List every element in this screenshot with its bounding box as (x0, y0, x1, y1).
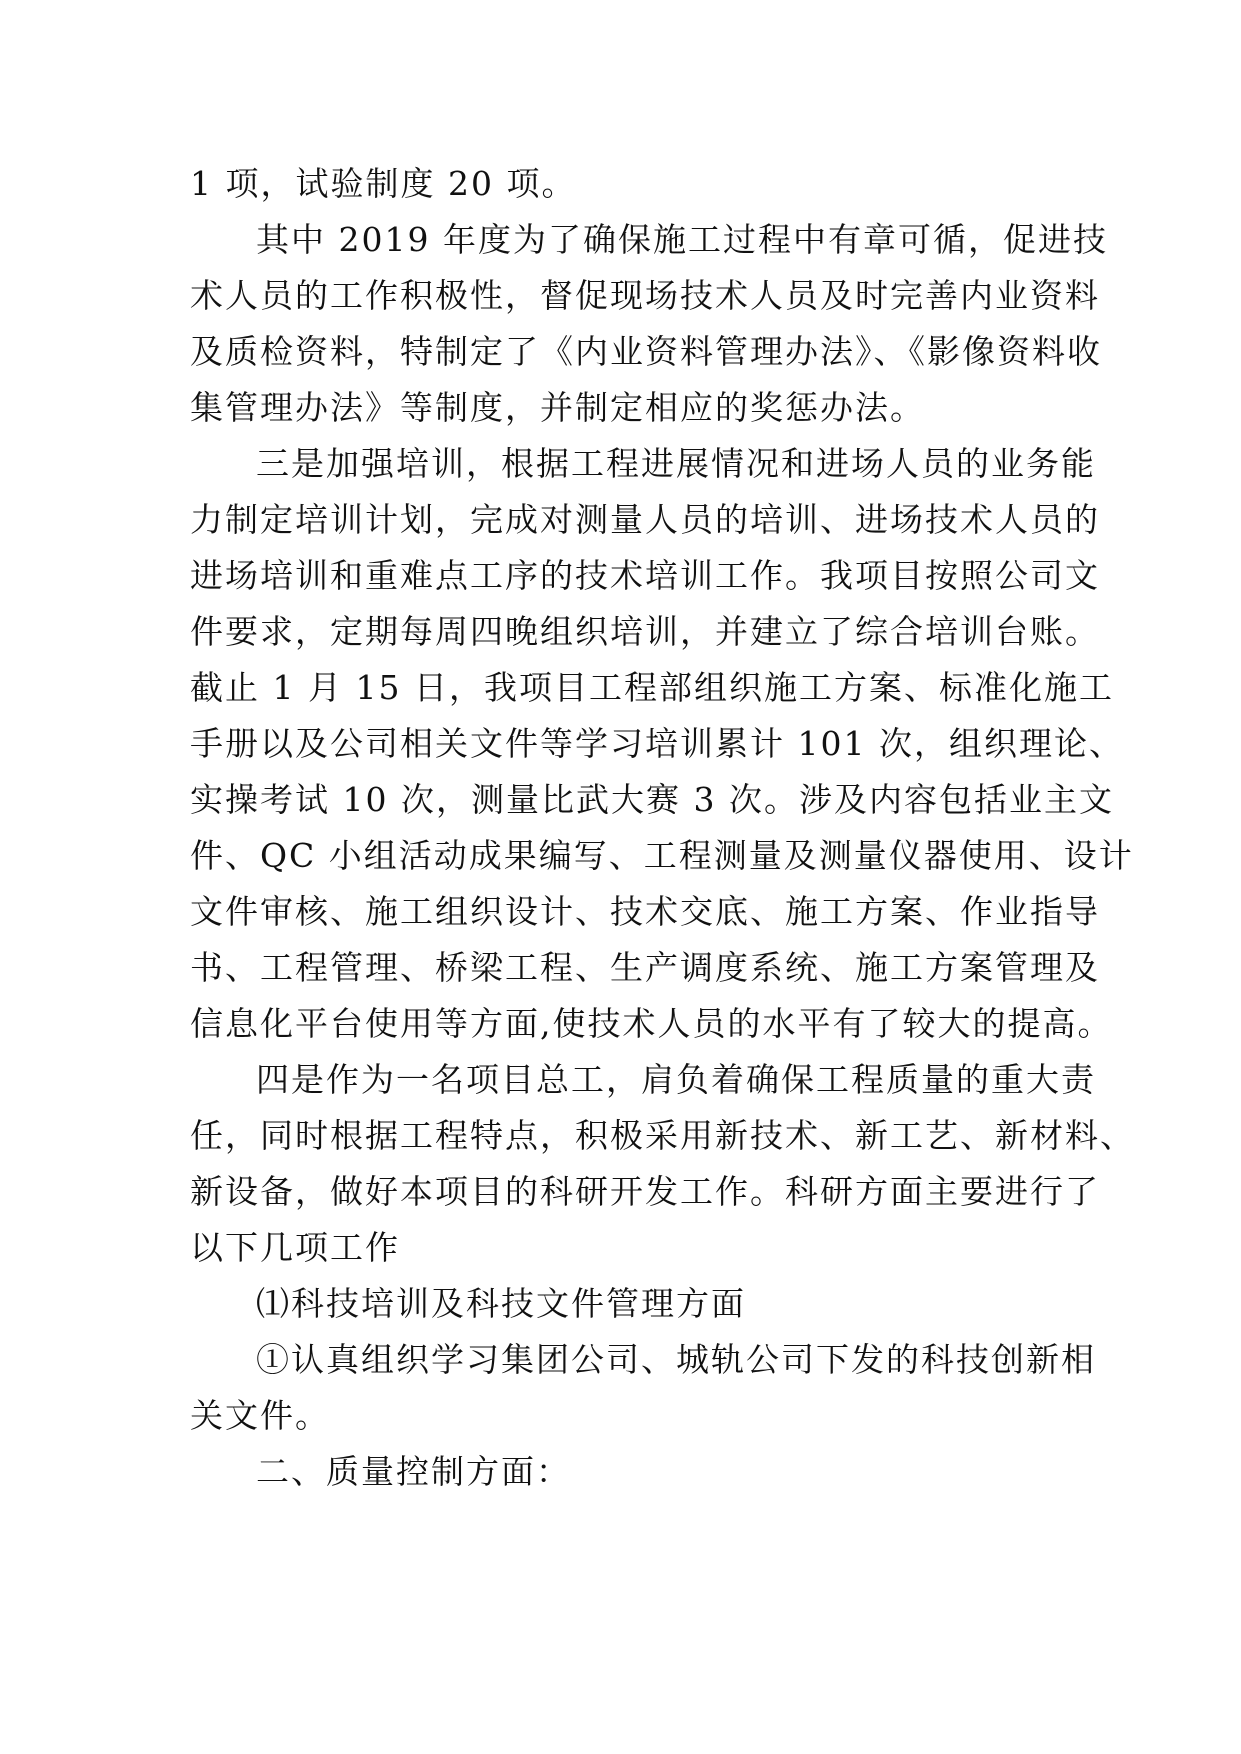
text-line: 信息化平台使用等方面,使技术人员的水平有了较大的提高。 (190, 1004, 1113, 1043)
text-line: 1 项，试验制度 20 项。 (190, 164, 577, 203)
text-line: 书、工程管理、桥梁工程、生产调度系统、施工方案管理及 (190, 948, 1100, 987)
text-line: ①认真组织学习集团公司、城轨公司下发的科技创新相 (256, 1340, 1096, 1379)
text-line: 件、QC 小组活动成果编写、工程测量及测量仪器使用、设计 (190, 836, 1134, 875)
text-line: 以下几项工作 (190, 1228, 400, 1267)
text-line: 件要求，定期每周四晚组织培训，并建立了综合培训台账。 (190, 612, 1100, 651)
text-line: 新设备，做好本项目的科研开发工作。科研方面主要进行了 (190, 1172, 1100, 1211)
text-line: ⑴科技培训及科技文件管理方面 (256, 1284, 746, 1323)
text-line: 关文件。 (190, 1396, 330, 1435)
text-line: 实操考试 10 次，测量比武大赛 3 次。涉及内容包括业主文 (190, 780, 1114, 819)
text-line: 集管理办法》等制度，并制定相应的奖惩办法。 (190, 388, 925, 427)
text-line: 及质检资料，特制定了《内业资料管理办法》、《影像资料收 (190, 332, 1102, 371)
text-line: 任，同时根据工程特点，积极采用新技术、新工艺、新材料、 (190, 1116, 1135, 1155)
section-heading: 二、质量控制方面： (256, 1452, 571, 1491)
text-line: 其中 2019 年度为了确保施工过程中有章可循，促进技 (256, 220, 1108, 259)
document-body (190, 156, 1135, 1500)
text-line: 力制定培训计划，完成对测量人员的培训、进场技术人员的 (190, 500, 1100, 539)
text-line: 三是加强培训，根据工程进展情况和进场人员的业务能 (256, 444, 1096, 483)
text-line: 术人员的工作积极性，督促现场技术人员及时完善内业资料 (190, 276, 1100, 315)
text-line: 四是作为一名项目总工，肩负着确保工程质量的重大责 (256, 1060, 1096, 1099)
text-line: 文件审核、施工组织设计、技术交底、施工方案、作业指导 (190, 892, 1100, 931)
text-line: 手册以及公司相关文件等学习培训累计 101 次，组织理论、 (190, 724, 1124, 763)
text-line: 截止 1 月 15 日，我项目工程部组织施工方案、标准化施工 (190, 668, 1114, 707)
text-line: 进场培训和重难点工序的技术培训工作。我项目按照公司文 (190, 556, 1100, 595)
